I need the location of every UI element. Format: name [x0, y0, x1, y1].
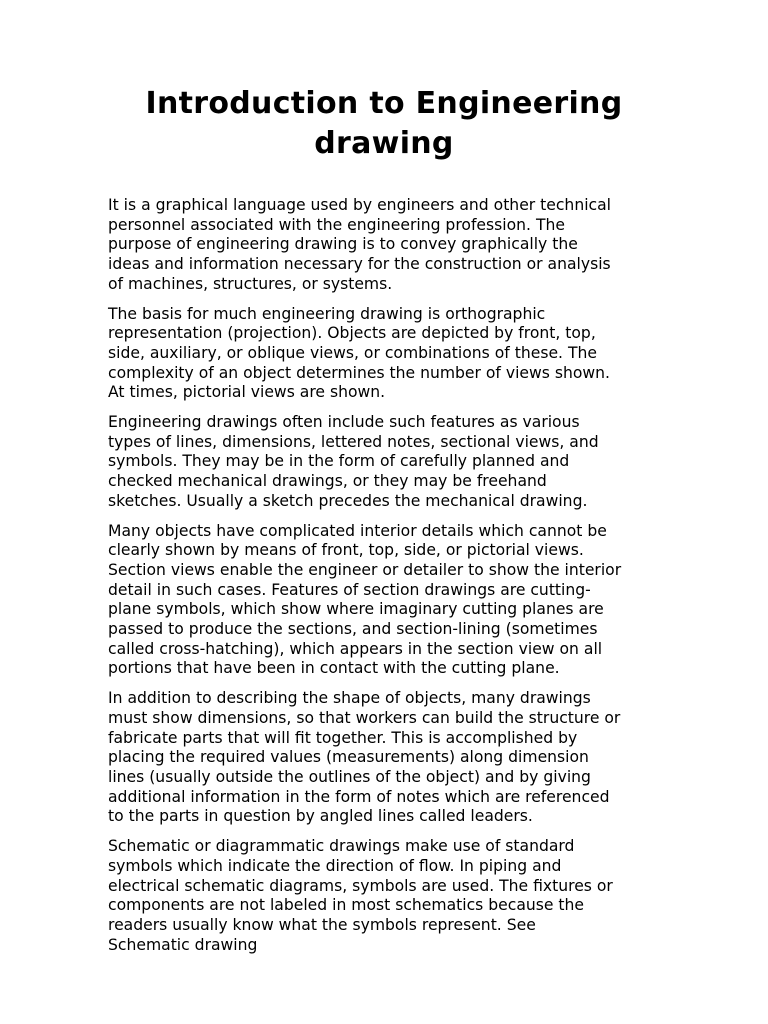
text-line: called cross-hatching), which appears in the section view on all	[108, 639, 603, 658]
text-line: Many objects have complicated interior details which cannot be	[108, 521, 607, 540]
text-line: It is a graphical language used by engineers and other technical	[108, 196, 611, 214]
text-line: complexity of an object determines the number of views shown.	[108, 363, 611, 382]
text-line: At times, pictorial views are shown.	[108, 383, 386, 402]
text-line: In addition to describing the shape of objects, many drawings	[108, 689, 591, 708]
paragraph-definition	[108, 196, 660, 295]
text-line: fabricate parts that will fit together. This is accomplished by	[108, 728, 578, 747]
text-line: readers usually know what the symbols represent. See	[108, 915, 536, 934]
text-line: electrical schematic diagrams, symbols are used. The fixtures or	[108, 876, 613, 895]
text-line: clearly shown by means of front, top, side, or pictorial views.	[108, 541, 584, 560]
text-line: to the parts in question by angled lines called leaders.	[108, 807, 533, 826]
text-line: portions that have been in contact with the cutting plane.	[108, 659, 560, 678]
text-line: personnel associated with the engineering profession. The	[108, 215, 565, 234]
paragraph-features	[108, 413, 660, 512]
text-line: checked mechanical drawings, or they may be freehand	[108, 472, 547, 491]
text-line: placing the required values (measurements) along dimension	[108, 748, 589, 767]
text-line: Engineering drawings often include such features as various	[108, 413, 580, 432]
text-line: detail in such cases. Features of section drawings are cutting-	[108, 580, 591, 599]
text-line: The basis for much engineering drawing is orthographic	[108, 304, 546, 323]
paragraph-orthographic	[108, 305, 660, 404]
paragraph-dimensions	[108, 689, 660, 827]
text-line: ideas and information necessary for the construction or analysis	[108, 255, 611, 274]
text-line: passed to produce the sections, and section-lining (sometimes	[108, 620, 598, 639]
text-line: symbols which indicate the direction of flow. In piping and	[108, 856, 562, 875]
title-line: Introduction to Engineering	[145, 86, 623, 121]
text-line: purpose of engineering drawing is to convey graphically the	[108, 235, 578, 254]
text-line: Section views enable the engineer or detailer to show the interior	[108, 560, 622, 579]
text-line: Schematic drawing	[108, 935, 258, 954]
text-line: must show dimensions, so that workers can build the structure or	[108, 708, 621, 727]
title-line: drawing	[314, 126, 454, 161]
text-line: symbols. They may be in the form of carefully planned and	[108, 452, 570, 471]
text-line: Schematic or diagrammatic drawings make use of standard	[108, 837, 575, 856]
text-line: plane symbols, which show where imaginary cutting planes are	[108, 600, 604, 619]
text-line: components are not labeled in most schematics because the	[108, 896, 585, 915]
text-line: sketches. Usually a sketch precedes the mechanical drawing.	[108, 491, 588, 510]
text-line: of machines, structures, or systems.	[108, 274, 393, 293]
text-line: additional information in the form of notes which are referenced	[108, 787, 610, 806]
text-line: side, auxiliary, or oblique views, or combinations of these. The	[108, 343, 597, 362]
paragraph-schematic	[108, 837, 660, 955]
text-line: types of lines, dimensions, lettered notes, sectional views, and	[108, 432, 599, 451]
document-body	[108, 196, 660, 965]
paragraph-section-views	[108, 522, 660, 680]
page-title	[108, 84, 660, 164]
text-line: lines (usually outside the outlines of the object) and by giving	[108, 767, 591, 786]
text-line: representation (projection). Objects are depicted by front, top,	[108, 324, 596, 343]
